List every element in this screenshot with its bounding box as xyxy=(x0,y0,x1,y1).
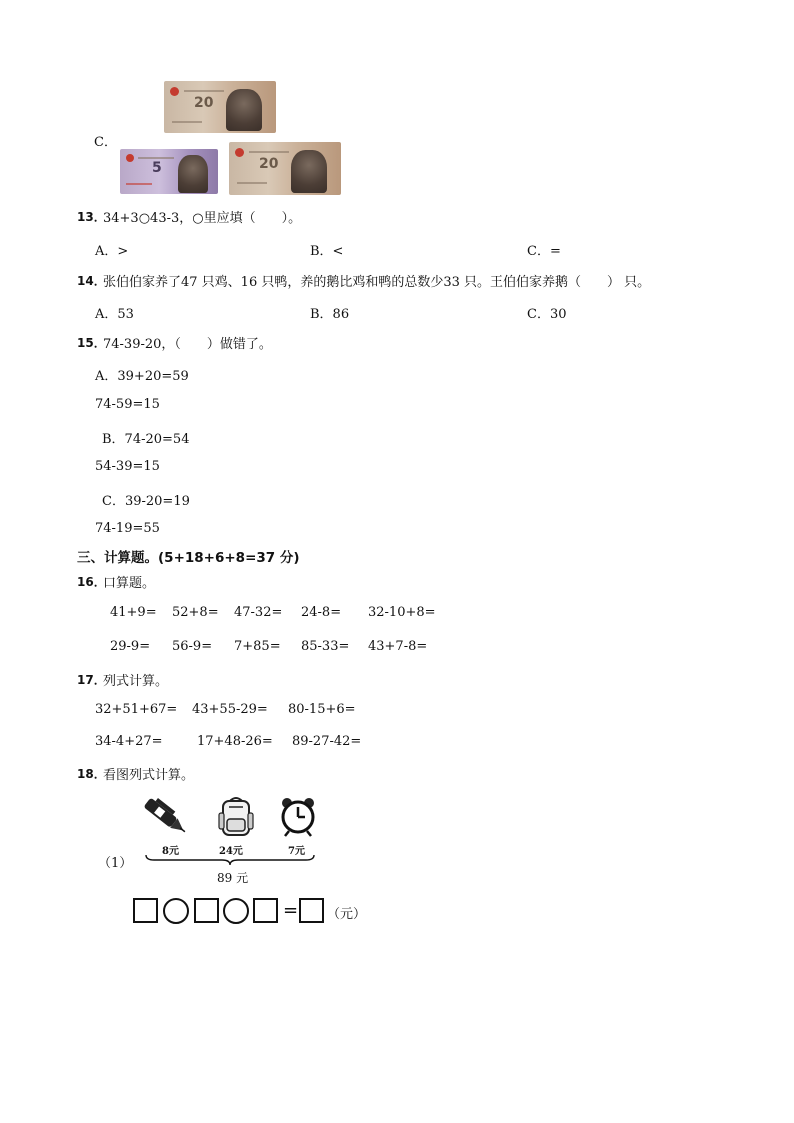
answer-box-3[interactable] xyxy=(253,898,278,923)
q17-number: 17． xyxy=(77,673,106,687)
q13-option-a[interactable]: A．> xyxy=(95,244,129,259)
q16-item: 47-32= xyxy=(234,605,283,620)
q16-text: 口算题。 xyxy=(103,576,156,591)
q14-option-b[interactable]: B．86 xyxy=(310,307,350,322)
q18-part-1-label: （1） xyxy=(98,856,133,871)
q15-text: 74-39-20，（ ）做错了。 xyxy=(103,337,272,352)
q13-number: 13． xyxy=(77,210,106,224)
portrait-icon xyxy=(178,155,208,193)
q16-item: 41+9= xyxy=(110,605,157,620)
q17-item: 34-4+27= xyxy=(95,734,163,749)
banknote-5[interactable] xyxy=(120,149,218,194)
q17-text: 列式计算。 xyxy=(103,674,169,689)
answer-box-1[interactable] xyxy=(133,898,158,923)
emblem-icon xyxy=(235,148,244,157)
section-3-title: 三、计算题。(5+18+6+8=37 分) xyxy=(77,550,300,566)
price-backpack: 24元 xyxy=(219,846,243,857)
q16-item: 29-9= xyxy=(110,639,151,654)
price-clock: 7元 xyxy=(288,846,305,857)
q16-item: 56-9= xyxy=(172,639,213,654)
total-brace xyxy=(144,853,316,867)
q17-item: 80-15+6= xyxy=(288,702,356,717)
q16-number: 16． xyxy=(77,575,106,589)
q14-option-a[interactable]: A．53 xyxy=(95,307,134,322)
emblem-icon xyxy=(170,87,179,96)
q15-option-c-line2: 74-19=55 xyxy=(95,521,160,536)
banknote-20-bottom[interactable] xyxy=(229,142,341,195)
q13-option-c[interactable]: C．= xyxy=(527,244,561,259)
alarm-clock-icon xyxy=(278,796,318,838)
banknote-20-top[interactable] xyxy=(164,81,276,133)
answer-box-result[interactable] xyxy=(299,898,324,923)
q17-item: 32+51+67= xyxy=(95,702,178,717)
answer-box-2[interactable] xyxy=(194,898,219,923)
q14-number: 14． xyxy=(77,274,106,288)
portrait-icon xyxy=(226,89,262,131)
q17-item: 43+55-29= xyxy=(192,702,268,717)
denomination-5: 5 xyxy=(152,160,162,176)
q15-option-a-line2: 74-59=15 xyxy=(95,397,160,412)
q18-text: 看图列式计算。 xyxy=(103,768,195,783)
q13-text: 34+3○43-3，○里应填（ ）。 xyxy=(103,211,302,226)
q13-option-b[interactable]: B．< xyxy=(310,244,344,259)
backpack-icon xyxy=(216,795,256,841)
operator-circle-1[interactable] xyxy=(163,898,189,924)
q17-item: 89-27-42= xyxy=(292,734,362,749)
q16-item: 7+85= xyxy=(234,639,281,654)
q16-item: 52+8= xyxy=(172,605,219,620)
q15-option-b-line1[interactable]: B．74-20=54 xyxy=(102,432,190,447)
q15-option-c-line1[interactable]: C．39-20=19 xyxy=(102,494,190,509)
q16-item: 24-8= xyxy=(301,605,342,620)
q16-item: 32-10+8= xyxy=(368,605,436,620)
operator-circle-2[interactable] xyxy=(223,898,249,924)
q12-option-c-label: C． xyxy=(94,135,117,150)
q16-item: 85-33= xyxy=(301,639,350,654)
q15-option-a-line1[interactable]: A．39+20=59 xyxy=(95,369,189,384)
q17-item: 17+48-26= xyxy=(197,734,273,749)
portrait-icon xyxy=(291,150,327,193)
denomination-20: 20 xyxy=(194,95,214,111)
q14-option-c[interactable]: C．30 xyxy=(527,307,567,322)
emblem-icon xyxy=(126,154,134,162)
q15-number: 15． xyxy=(77,336,106,350)
price-pen: 8元 xyxy=(162,846,179,857)
q14-text: 张伯伯家养了47 只鸡、16 只鸭，养的鹅比鸡和鸭的总数少33 只。王伯伯家养鹅（ ） 只。 xyxy=(103,275,651,290)
q16-item: 43+7-8= xyxy=(368,639,428,654)
q15-option-b-line2: 54-39=15 xyxy=(95,459,160,474)
total-price: 89 元 xyxy=(217,871,249,885)
unit-yuan: （元） xyxy=(327,907,367,922)
q18-number: 18． xyxy=(77,767,106,781)
equals-sign: = xyxy=(283,900,299,921)
pen-icon xyxy=(140,795,192,839)
denomination-20: 20 xyxy=(259,156,279,172)
